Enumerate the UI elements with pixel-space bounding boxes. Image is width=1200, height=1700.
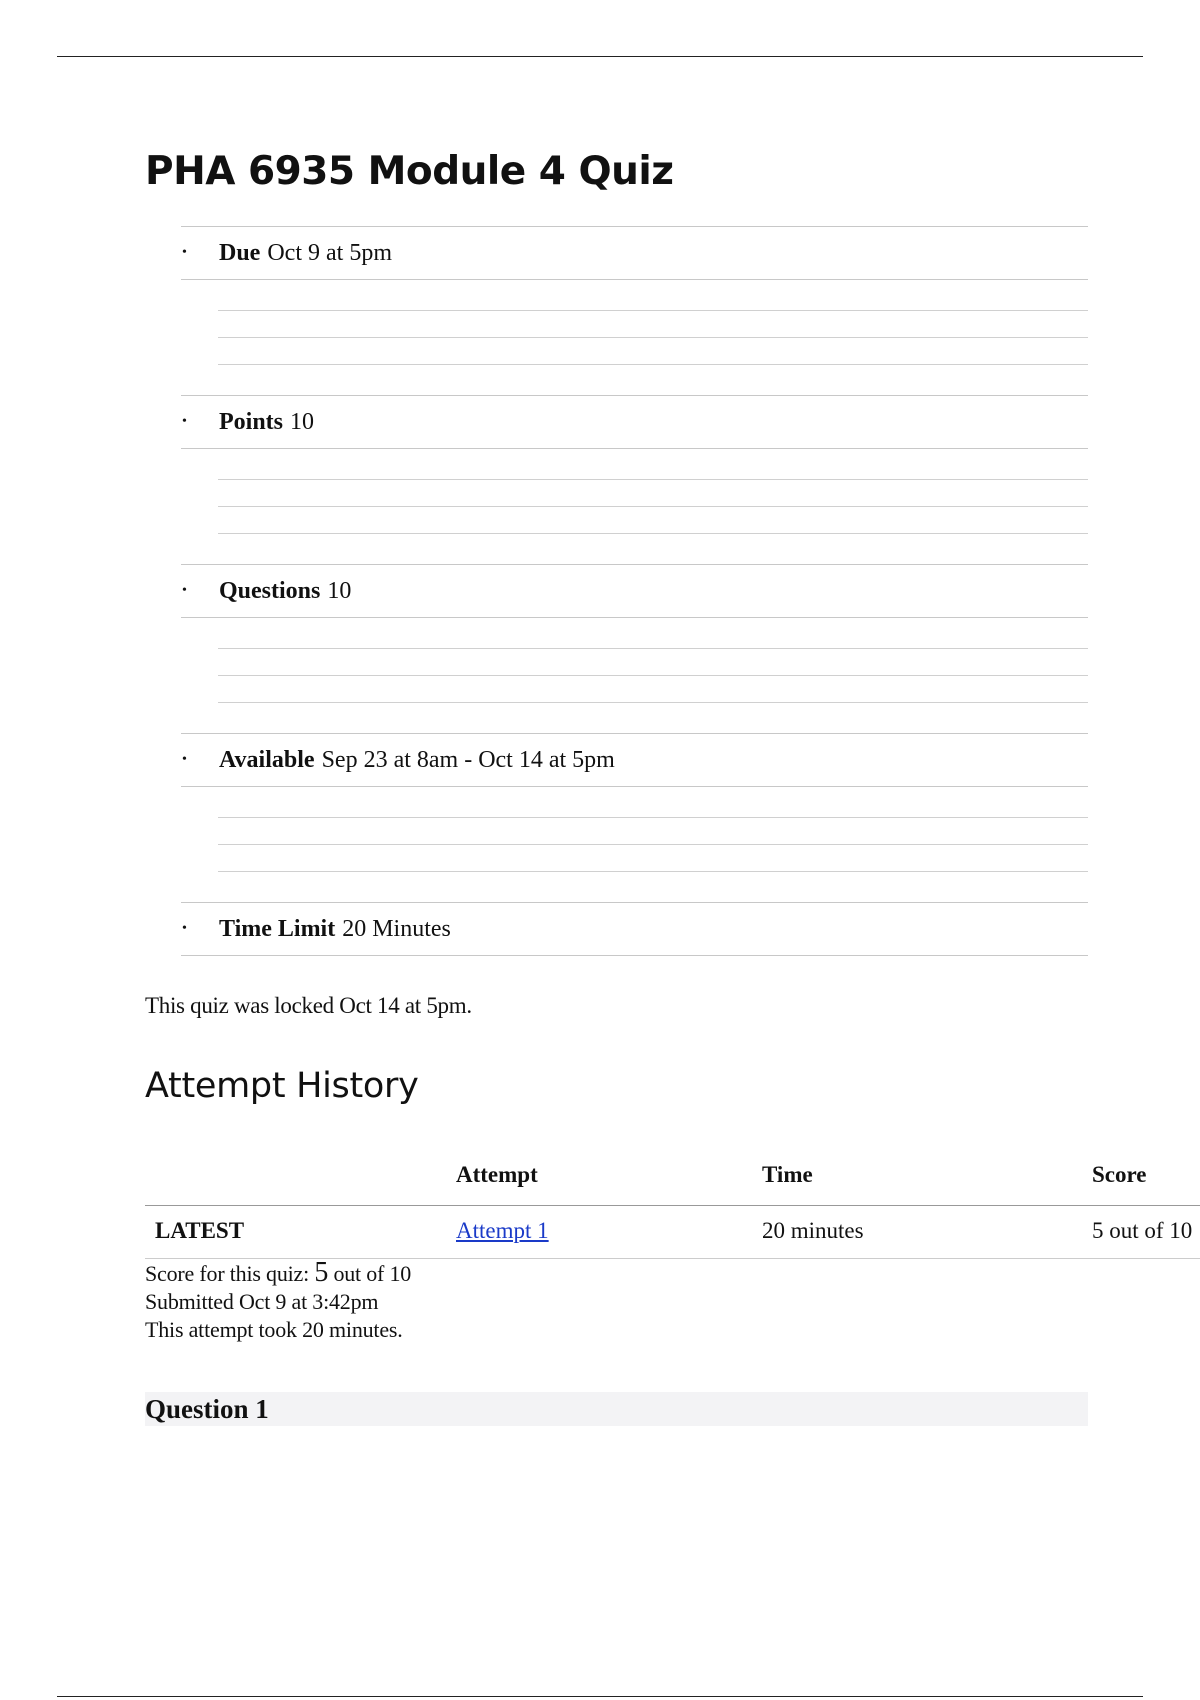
detail-value: Oct 9 at 5pm [267, 239, 392, 266]
detail-time-limit-row [181, 902, 1088, 956]
table-row [145, 1206, 1200, 1259]
detail-questions-row [181, 564, 1088, 618]
detail-label: Due [219, 239, 261, 266]
question-1-header: Question 1 [145, 1392, 1088, 1426]
detail-due [181, 226, 1088, 395]
detail-spacer [181, 618, 1088, 733]
attempt-1-link[interactable]: Attempt 1 [456, 1218, 549, 1243]
bottom-rule [57, 1696, 1143, 1697]
column-header-time: Time [762, 1162, 813, 1187]
detail-points-row [181, 395, 1088, 449]
top-rule [57, 56, 1143, 57]
divider [218, 817, 1088, 818]
divider [218, 844, 1088, 845]
attempt-summary [145, 1259, 411, 1344]
detail-due-row [181, 226, 1088, 280]
divider [218, 871, 1088, 872]
divider [218, 364, 1088, 365]
bullet-icon: • [182, 414, 187, 429]
submitted-line: Submitted Oct 9 at 3:42pm [145, 1289, 379, 1314]
bullet-icon: • [182, 921, 187, 936]
divider [218, 702, 1088, 703]
score-suffix: out of 10 [328, 1261, 412, 1286]
detail-spacer [181, 449, 1088, 564]
divider [218, 506, 1088, 507]
divider [218, 310, 1088, 311]
detail-questions [181, 564, 1088, 733]
divider [218, 337, 1088, 338]
score-prefix: Score for this quiz: [145, 1261, 315, 1286]
divider [218, 675, 1088, 676]
quiz-score-line [145, 1259, 411, 1288]
page-title: PHA 6935 Module 4 Quiz [145, 149, 674, 194]
attempt-history-table [145, 1148, 1200, 1259]
attempt-history-title: Attempt History [145, 1066, 419, 1106]
bullet-icon: • [182, 245, 187, 260]
divider [218, 648, 1088, 649]
bullet-icon: • [182, 752, 187, 767]
quiz-details-list [181, 226, 1088, 956]
column-header-attempt: Attempt [456, 1162, 538, 1187]
detail-label: Available [219, 746, 315, 773]
detail-label: Points [219, 408, 284, 435]
detail-value: 10 [327, 577, 352, 604]
attempt-score: 5 out of 10 [1092, 1218, 1193, 1243]
table-header-row [145, 1148, 1200, 1206]
detail-label: Questions [219, 577, 321, 604]
locked-note: This quiz was locked Oct 14 at 5pm. [145, 993, 472, 1018]
detail-spacer [181, 787, 1088, 902]
detail-label: Time Limit [219, 915, 336, 942]
detail-value: Sep 23 at 8am - Oct 14 at 5pm [321, 746, 615, 773]
score-value: 5 [314, 1257, 329, 1288]
bullet-icon: • [182, 583, 187, 598]
detail-value: 10 [290, 408, 315, 435]
detail-points [181, 395, 1088, 564]
detail-spacer [181, 280, 1088, 395]
latest-badge: LATEST [155, 1218, 245, 1243]
duration-line: This attempt took 20 minutes. [145, 1317, 403, 1342]
divider [218, 533, 1088, 534]
column-header-score: Score [1092, 1162, 1147, 1187]
attempt-time: 20 minutes [762, 1218, 864, 1243]
detail-time-limit [181, 902, 1088, 956]
detail-available-row [181, 733, 1088, 787]
detail-available [181, 733, 1088, 902]
divider [218, 479, 1088, 480]
detail-value: 20 Minutes [342, 915, 451, 942]
